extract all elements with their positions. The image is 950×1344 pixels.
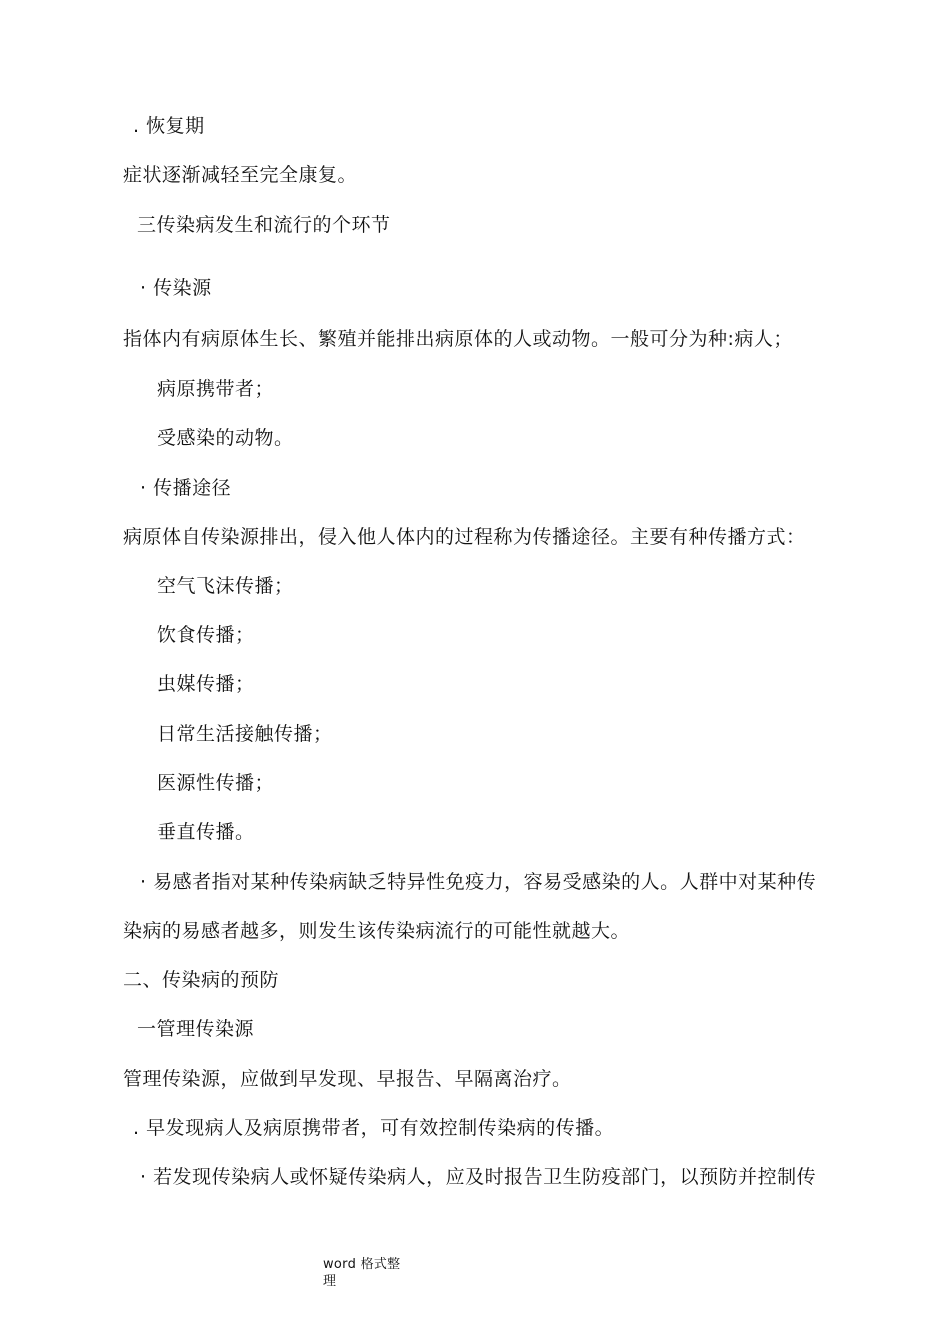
list-item: 医源性传播； [157, 772, 275, 794]
paragraph-line: · 易感者指对某种传染病缺乏特异性免疫力，容易受感染的人。人群中对某种传 [140, 871, 817, 893]
paragraph-line: 症状逐渐减轻至完全康复。 [123, 164, 358, 186]
section-heading: 三传染病发生和流行的个环节 [137, 214, 391, 236]
paragraph-line: 管理传染源，应做到早发现、早报告、早隔离治疗。 [123, 1068, 572, 1090]
list-item: 日常生活接触传播； [157, 723, 333, 745]
subheading-recovery-period: . 恢复期 [133, 115, 205, 137]
list-item: 垂直传播。 [157, 821, 255, 843]
page-footer: word 格式整理 [323, 1257, 401, 1289]
list-item: 饮食传播； [157, 624, 255, 646]
section-heading: 二、传染病的预防 [123, 969, 280, 991]
paragraph-line: . 早发现病人及病原携带者，可有效控制传染病的传播。 [133, 1117, 615, 1139]
paragraph-line: · 若发现传染病人或怀疑传染病人，应及时报告卫生防疫部门，以预防并控制传 [140, 1166, 817, 1188]
subheading-manage-source: 一管理传染源 [137, 1018, 255, 1040]
list-item: 空气飞沫传播； [157, 575, 294, 597]
list-item: 受感染的动物。 [157, 427, 294, 449]
subheading-source: · 传染源 [140, 277, 212, 299]
subheading-route: · 传播途径 [140, 477, 232, 499]
list-item: 虫媒传播； [157, 673, 255, 695]
list-item: 病原携带者； [157, 378, 275, 400]
paragraph-line: 指体内有病原体生长、繁殖并能排出病原体的人或动物。一般可分为种:病人； [123, 328, 793, 350]
paragraph-line: 病原体自传染源排出，侵入他人体内的过程称为传播途径。主要有种传播方式： [123, 526, 806, 548]
paragraph-line: 染病的易感者越多，则发生该传染病流行的可能性就越大。 [123, 920, 631, 942]
